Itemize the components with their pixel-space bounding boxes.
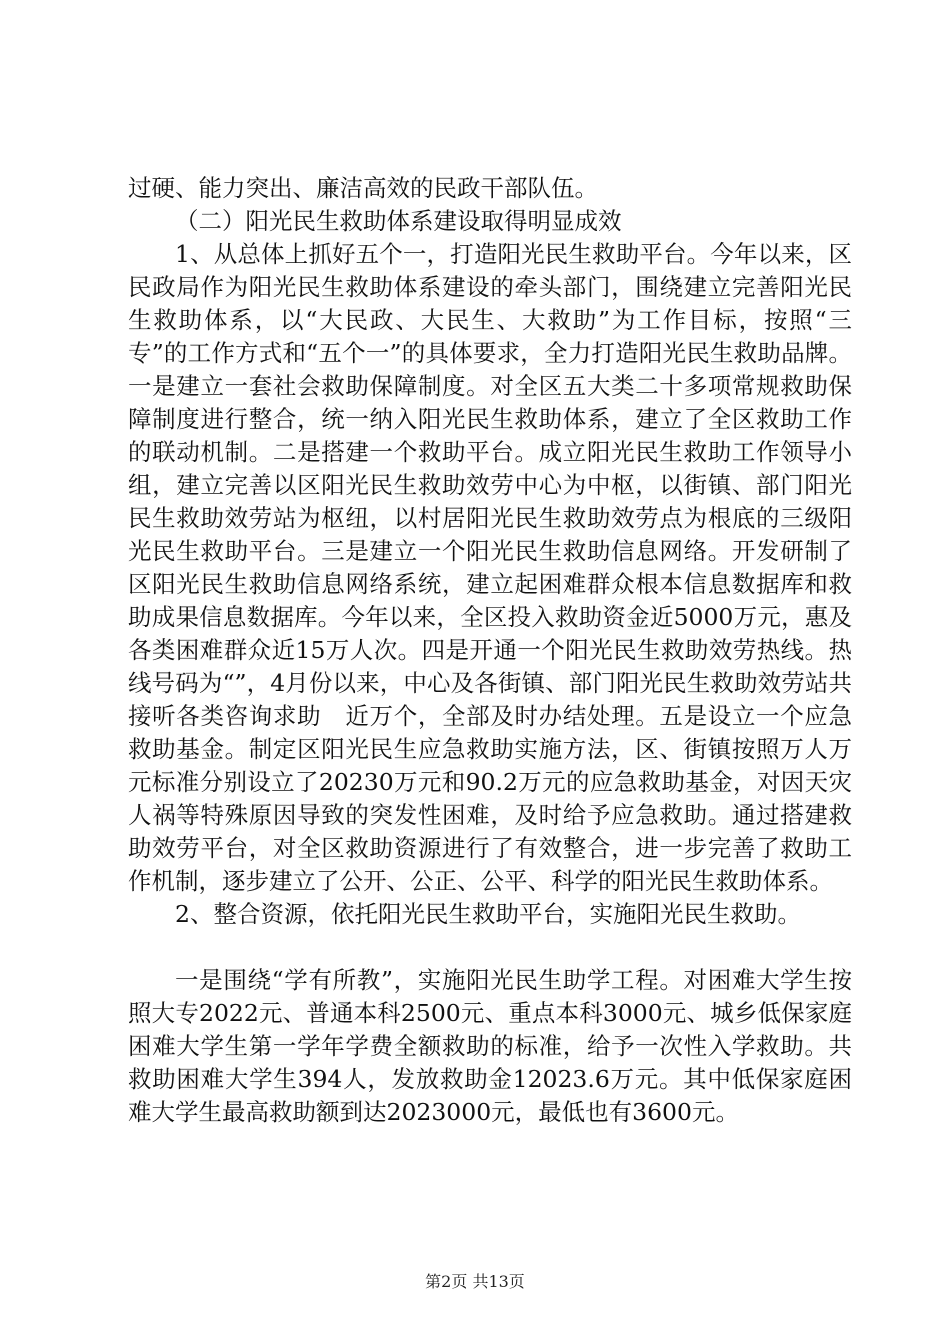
paragraph-education-aid: 一是围绕“学有所教”，实施阳光民生助学工程。对困难大学生按照大专2022元、普通本科2500元、重点本科3000元、城乡低保家庭困难大学生第一学年学费全额救助的标准，给予一次性入学救助。共救助困难大学生394人，发放救助金12023.6万元。其中低保家庭困难大学生最高救助额到达2023000元，最低也有3600元。 — [128, 966, 852, 1126]
paragraph-continuation: 过硬、能力突出、廉洁高效的民政干部队伍。 — [128, 174, 598, 202]
page-number: 第2页 共13页 — [425, 1272, 525, 1291]
paragraph-five-ones: 1、从总体上抓好五个一，打造阳光民生救助平台。今年以来，区民政局作为阳光民生救助体系建设的牵头部门，围绕建立完善阳光民生救助体系，以“大民政、大民生、大救助”为工作目标，按照“三专”的工作方式和“五个一”的具体要求，全力打造阳光民生救助品牌。一是建立一套社会救助保障制度。对全区五大类二十多项常规救助保障制度进行整合，统一纳入阳光民生救助体系，建立了全区救助工作的联动机制。二是搭建一个救助平台。成立阳光民生救助工作领导小组，建立完善以区阳光民生救助效劳中心为中枢，以街镇、部门阳光民生救助效劳站为枢纽，以村居阳光民生救助效劳点为根底的三级阳光民生救助平台。三是建立一个阳光民生救助信息网络。开发研制了区阳光民生救助信息网络系统，建立起困难群众根本信息数据库和救助成果信息数据库。今年以来，全区投入救助资金近5000万元，惠及各类困难群众近15万人次。四是开通一个阳光民生救助效劳热线。热线号码为“”，4月份以来，中心及各街镇、部门阳光民生救助效劳站共接听各类咨询求助 近万个，全部及时办结处理。五是设立一个应急救助基金。制定区阳光民生应急救助实施方法，区、街镇按照万人万元标准分别设立了20230万元和90.2万元的应急救助基金，对因天灾人祸等特殊原因导致的突发性困难，及时给予应急救助。通过搭建救助效劳平台，对全区救助资源进行了有效整合，进一步完善了救助工作机制，逐步建立了公开、公正、公平、科学的阳光民生救助体系。 — [128, 240, 852, 895]
section-heading: （二）阳光民生救助体系建设取得明显成效 — [175, 207, 622, 235]
document-body — [128, 172, 852, 1129]
paragraph-integrate-resources: 2、整合资源，依托阳光民生救助平台，实施阳光民生救助。 — [175, 900, 801, 928]
